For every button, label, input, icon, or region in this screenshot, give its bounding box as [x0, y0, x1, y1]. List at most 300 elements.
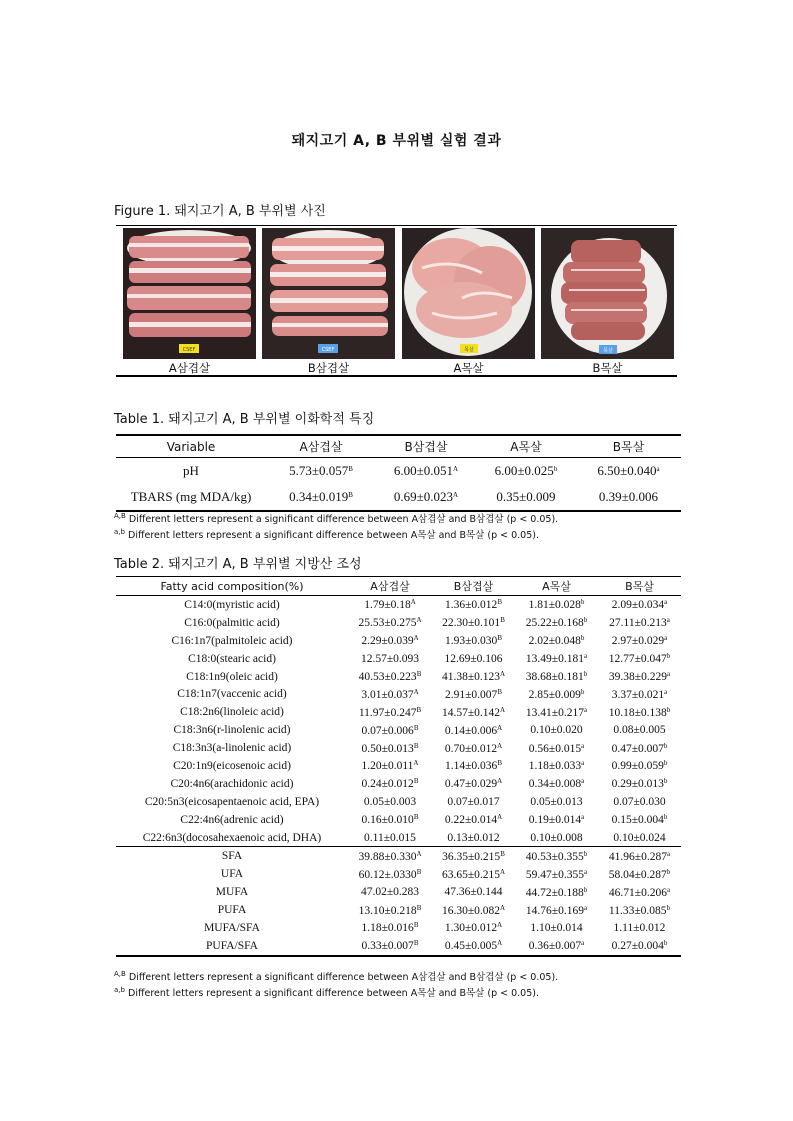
cell-value: 0.13±0.012 [447, 831, 500, 844]
table-cell [432, 596, 515, 614]
cell-value: 0.99±0.059 [611, 760, 664, 773]
photo-b-pork-belly [262, 228, 395, 359]
cell-value: 58.04±0.287 [608, 868, 667, 881]
cell-value: 2.29±0.039 [361, 635, 414, 648]
table2-caption: Table 2. 돼지고기 A, B 부위별 지방산 조성 [114, 557, 362, 572]
cell-value: 0.36±0.007 [528, 940, 582, 953]
cell-value: 0.47±0.029 [444, 778, 498, 791]
table-cell [598, 883, 681, 901]
table-row [116, 865, 681, 883]
table-cell [598, 937, 681, 956]
table-cell [348, 739, 432, 757]
table-cell [348, 919, 432, 937]
significance-letter: A [416, 849, 422, 858]
cell-value: 40.53±0.355 [525, 850, 584, 863]
row-label: C18:2n6(linoleic acid) [180, 706, 284, 719]
cell-value: 0.10±0.020 [530, 724, 583, 737]
table-cell [266, 458, 376, 485]
row-label: SFA [116, 847, 348, 865]
table-cell [515, 937, 598, 956]
table-cell [598, 901, 681, 919]
table-row [116, 847, 681, 865]
cell-value: 0.29±0.013 [611, 778, 664, 791]
table-cell [515, 739, 598, 757]
significance-letter: A [413, 687, 419, 696]
cell-value: 0.33±0.007 [361, 940, 414, 953]
cell-value: 0.10±0.008 [530, 831, 583, 844]
row-label: MUFA [215, 886, 249, 899]
table-cell [515, 685, 598, 703]
table2-notes [114, 968, 558, 1000]
table-row [116, 757, 681, 775]
cell-value: 12.69±0.106 [444, 652, 503, 665]
table-cell [598, 632, 681, 650]
table-cell [432, 937, 515, 956]
table-row [116, 703, 681, 721]
table-cell [515, 632, 598, 650]
table-cell [576, 458, 681, 485]
significance-letter: A [497, 813, 503, 822]
significance-letter: B [497, 598, 502, 607]
table-row [116, 596, 681, 614]
cell-value: 41.38±0.123 [441, 671, 500, 683]
table-cell [598, 847, 681, 865]
significance-letter: b [663, 939, 668, 948]
table-row [116, 484, 681, 511]
cell-value: 0.69±0.023 [393, 489, 454, 504]
significance-letter: b [580, 634, 585, 643]
column-header: A목살 [515, 577, 598, 596]
significance-letter: B [497, 634, 502, 643]
cell-value: 2.85±0.009 [528, 688, 581, 701]
cell-value: 22.30±0.101 [442, 617, 501, 630]
cell-value: 36.35±0.215 [442, 850, 501, 863]
significance-letter: B [413, 813, 419, 822]
cell-value: 3.01±0.037 [361, 688, 414, 701]
cell-value: 0.05±0.013 [530, 795, 583, 808]
row-label: C18:3n3(a-linolenic acid) [172, 742, 292, 755]
table-cell [432, 883, 515, 901]
significance-letter: a [666, 849, 671, 858]
cell-value: 0.14±0.006 [444, 724, 498, 737]
cell-value: 6.00±0.051 [393, 463, 454, 478]
significance-letter: a [583, 652, 588, 661]
cell-value: 39.38±0.229 [608, 671, 667, 683]
table-cell [515, 757, 598, 775]
footnote: $^{A,B}$ Different letters represent a significant difference between A삼겹살 and B삼겹살 (p < 0.05). [114, 512, 559, 525]
cell-value: 46.71±0.206 [608, 886, 667, 899]
column-header: A목살 [476, 435, 576, 458]
row-label: pH [183, 463, 199, 478]
cell-value: 38.68±0.181 [525, 671, 584, 683]
significance-letter: B [416, 670, 422, 678]
significance-letter: a [656, 465, 660, 473]
significance-letter: b [666, 705, 671, 714]
significance-letter: a [583, 903, 588, 912]
significance-letter: b [583, 616, 588, 625]
significance-letter: A [500, 705, 506, 714]
significance-letter: A [497, 921, 503, 930]
table-row [116, 829, 681, 847]
table-row [116, 668, 681, 686]
table-cell [432, 793, 515, 811]
cell-value: 6.00±0.025 [494, 463, 554, 478]
table-cell [432, 919, 515, 937]
figure-top-rule [116, 225, 677, 226]
svg-text:CSEF: CSEF [182, 347, 196, 353]
table-row [116, 614, 681, 632]
table-cell [348, 811, 432, 829]
significance-letter: A [497, 939, 503, 948]
cell-value: 40.53±0.223 [358, 671, 417, 683]
significance-letter: B [416, 867, 422, 876]
significance-letter: A [500, 903, 506, 912]
table-cell [432, 650, 515, 668]
significance-letter: a [664, 687, 668, 696]
row-label: C18:3n6(r-linolenic acid) [173, 724, 291, 737]
table-cell [348, 596, 432, 614]
significance-letter: B [413, 741, 419, 750]
significance-letter: B [413, 921, 419, 930]
figure-caption: Figure 1. 돼지고기 A, B 부위별 사진 [114, 204, 326, 219]
significance-letter: A [500, 670, 506, 678]
cell-value: 13.10±0.218 [358, 904, 417, 917]
table-cell [598, 919, 681, 937]
table-cell [348, 865, 432, 883]
table-row [116, 811, 681, 829]
table-cell [598, 829, 681, 847]
significance-letter: b [580, 598, 585, 607]
row-label: C16:1n7(palmitoleic acid) [171, 634, 293, 647]
table-cell [432, 829, 515, 847]
table-row [116, 458, 681, 485]
cell-value: 2.02±0.048 [528, 635, 581, 648]
cell-value: 0.35±0.009 [496, 489, 556, 504]
significance-letter: A [413, 634, 419, 643]
cell-value: 2.97±0.029 [611, 635, 665, 648]
table-cell [348, 883, 432, 901]
table-cell [515, 614, 598, 632]
significance-letter: a [581, 741, 585, 750]
significance-letter: A [416, 616, 422, 625]
significance-letter: a [581, 939, 585, 948]
cell-value: 0.22±0.014 [444, 814, 498, 827]
table-cell [515, 721, 598, 739]
cell-value: 0.47±0.007 [611, 742, 664, 755]
cell-value: 47.36±0.144 [444, 886, 503, 899]
cell-value: 0.34±0.019 [289, 489, 349, 504]
table-cell [598, 739, 681, 757]
table-cell [515, 793, 598, 811]
table-cell [348, 703, 432, 721]
table-cell [432, 847, 515, 865]
table-cell [432, 757, 515, 775]
photo-label: B목살 [592, 361, 623, 375]
row-label: C16:0(palmitic acid) [184, 616, 280, 629]
table-cell [348, 793, 432, 811]
significance-letter: b [666, 903, 671, 912]
significance-letter: B [348, 465, 353, 473]
table-cell [598, 650, 681, 668]
cell-value: 0.07±0.017 [447, 795, 500, 808]
column-header: Variable [116, 435, 266, 458]
cell-value: 0.34±0.008 [528, 778, 582, 791]
cell-value: 12.57±0.093 [360, 652, 420, 665]
table-cell [598, 811, 681, 829]
cell-value: 1.10±0.014 [530, 921, 583, 934]
significance-letter: A [453, 465, 459, 473]
significance-letter: b [663, 777, 668, 786]
table-1 [116, 434, 681, 512]
row-label: C22:4n6(adrenic acid) [180, 813, 284, 826]
table-cell [432, 614, 515, 632]
table-cell [348, 650, 432, 668]
cell-value: 0.70±0.012 [444, 742, 498, 755]
cell-value: 0.10±0.024 [613, 831, 666, 844]
table-cell [515, 811, 598, 829]
significance-letter: a [666, 885, 671, 894]
significance-letter: b [666, 652, 671, 661]
row-label: PUFA [217, 904, 247, 917]
table-cell [348, 847, 432, 865]
significance-letter: B [497, 759, 502, 768]
row-label: C18:0(stearic acid) [188, 652, 276, 665]
table-cell [476, 484, 576, 511]
table1-notes [114, 510, 558, 542]
table-cell [576, 484, 681, 511]
column-header: B목살 [576, 435, 681, 458]
table-cell [348, 614, 432, 632]
table-cell [598, 775, 681, 793]
row-label: C20:4n6(arachidonic acid) [170, 777, 294, 790]
cell-value: 1.30±0.012 [444, 922, 498, 935]
cell-value: 11.33±0.085 [608, 904, 667, 917]
row-label: C20:5n3(eicosapentaenoic acid, EPA) [144, 795, 320, 808]
svg-text:CSEF: CSEF [321, 347, 335, 353]
table-cell [348, 775, 432, 793]
table-cell [515, 596, 598, 614]
table-cell [598, 614, 681, 632]
significance-letter: a [581, 777, 585, 786]
significance-letter: B [500, 616, 505, 625]
significance-letter: B [416, 705, 422, 714]
footnote: $^{a,b}$ Different letters represent a significant difference between A목살 and B목살 (p < 0.05). [114, 528, 539, 541]
cell-value: 25.53±0.275 [358, 617, 417, 630]
significance-letter: a [583, 867, 588, 876]
table-cell [515, 901, 598, 919]
table-cell [598, 793, 681, 811]
significance-letter: b [553, 465, 558, 473]
table-cell [348, 829, 432, 847]
cell-value: 1.14±0.036 [445, 760, 498, 773]
significance-letter: b [583, 670, 588, 678]
table-cell [432, 668, 515, 686]
column-header: B삼겹살 [432, 577, 515, 596]
cell-value: 1.81±0.028 [528, 599, 581, 612]
table-cell [432, 632, 515, 650]
significance-letter: A [500, 867, 506, 876]
row-label: MUFA/SFA [204, 921, 260, 934]
svg-text:목살: 목살 [464, 347, 474, 353]
table-cell [515, 775, 598, 793]
cell-value: 25.22±0.168 [525, 617, 584, 630]
cell-value: 12.77±0.047 [608, 653, 667, 666]
significance-letter: B [348, 491, 353, 499]
cell-value: 1.36±0.012 [445, 599, 498, 612]
significance-letter: A [497, 723, 503, 732]
table-cell [348, 937, 432, 956]
row-label: C14:0(myristic acid) [184, 598, 280, 611]
cell-value: 14.57±0.142 [441, 706, 500, 719]
figure-bottom-rule [116, 375, 677, 377]
row-label: C18:1n9(oleic acid) [186, 670, 278, 683]
cell-value: 27.11±0.213 [609, 617, 667, 630]
row-label: UFA [220, 868, 244, 881]
cell-value: 44.72±0.188 [525, 886, 584, 899]
significance-letter: B [497, 687, 502, 696]
significance-letter: b [580, 687, 585, 696]
table-cell [515, 668, 598, 686]
footnote: $^{A,B}$ Different letters represent a significant difference between A삼겹살 and B삼겹살 (p < 0.05). [114, 970, 559, 983]
row-label: C20:1n9(eicosenoic acid) [173, 759, 291, 772]
cell-value: 41.96±0.287 [608, 850, 667, 863]
cell-value: 0.07±0.006 [361, 724, 414, 737]
table-cell [598, 703, 681, 721]
table-cell [598, 757, 681, 775]
significance-letter: a [666, 670, 671, 678]
cell-value: 60.12±.0330 [358, 868, 417, 881]
table-cell [515, 650, 598, 668]
cell-value: 1.79±0.18 [364, 599, 411, 612]
row-label: C22:6n3(docosahexaenoic acid, DHA) [142, 831, 322, 844]
table-cell [515, 883, 598, 901]
footnote: $^{a,b}$ Different letters represent a significant difference between A목살 and B목살 (p < 0.05). [114, 986, 539, 999]
significance-letter: a [664, 634, 668, 643]
significance-letter: A [453, 491, 459, 499]
table1-caption: Table 1. 돼지고기 A, B 부위별 이화학적 특징 [114, 412, 375, 427]
significance-letter: a [666, 616, 670, 625]
cell-value: 0.39±0.006 [598, 489, 659, 504]
cell-value: 59.47±0.355 [525, 868, 584, 881]
table-row [116, 919, 681, 937]
significance-letter: a [581, 813, 585, 822]
svg-text:목살: 목살 [603, 348, 613, 354]
significance-letter: B [413, 939, 419, 948]
significance-letter: b [666, 867, 671, 876]
significance-letter: b [663, 741, 668, 750]
cell-value: 14.76±0.169 [525, 904, 584, 917]
significance-letter: a [664, 598, 668, 607]
table-row [116, 937, 681, 956]
table-row [116, 721, 681, 739]
significance-letter: A [497, 741, 503, 750]
table-cell [432, 685, 515, 703]
column-header: A삼겹살 [348, 577, 432, 596]
table-cell [476, 458, 576, 485]
table-cell [598, 721, 681, 739]
photo-a-pork-belly [123, 228, 256, 359]
cell-value: 11.97±0.247 [358, 706, 417, 719]
photo-b-pork-neck [541, 228, 674, 359]
table-cell [348, 685, 432, 703]
significance-letter: A [413, 759, 419, 768]
table-cell [515, 865, 598, 883]
significance-letter: B [413, 777, 419, 786]
cell-value: 6.50±0.040 [597, 463, 657, 478]
cell-value: 1.18±0.016 [361, 922, 414, 935]
table-cell [432, 775, 515, 793]
cell-value: 2.09±0.034 [611, 599, 665, 612]
page-title: 돼지고기 A, B 부위별 실험 결과 [291, 133, 502, 149]
cell-value: 0.19±0.014 [528, 814, 582, 827]
photo-label: A목살 [453, 361, 484, 375]
photo-label: A삼겹살 [168, 361, 211, 375]
row-label: TBARS (mg MDA/kg) [116, 484, 266, 511]
cell-value: 63.65±0.215 [441, 868, 500, 881]
table-cell [266, 484, 376, 511]
table-cell [515, 703, 598, 721]
significance-letter: b [663, 813, 668, 822]
column-header: B삼겹살 [376, 435, 476, 458]
table-cell [348, 632, 432, 650]
cell-value: 0.11±0.015 [364, 831, 416, 844]
cell-value: 0.50±0.013 [361, 742, 414, 755]
significance-letter: A [410, 598, 416, 607]
table-row [116, 901, 681, 919]
significance-letter: A [497, 777, 503, 786]
table-cell [598, 685, 681, 703]
table-cell [515, 829, 598, 847]
table-cell [432, 901, 515, 919]
cell-value: 2.91±0.007 [445, 688, 498, 701]
cell-value: 0.15±0.004 [611, 814, 664, 827]
table-cell [348, 901, 432, 919]
cell-value: 5.73±0.057 [289, 463, 349, 478]
significance-letter: B [500, 849, 505, 858]
cell-value: 0.45±0.005 [444, 940, 498, 953]
table-cell [348, 721, 432, 739]
row-label: PUFA/SFA [116, 937, 348, 956]
column-header: A삼겹살 [266, 435, 376, 458]
cell-value: 0.16±0.010 [361, 814, 414, 827]
table-2 [116, 576, 681, 957]
table-cell [432, 721, 515, 739]
cell-value: 0.08±0.005 [613, 724, 666, 737]
cell-value: 47.02±0.283 [360, 886, 420, 899]
table-cell [515, 847, 598, 865]
table-cell [376, 484, 476, 511]
column-header: Fatty acid composition(%) [116, 577, 348, 596]
table-cell [515, 919, 598, 937]
cell-value: 0.56±0.015 [528, 742, 582, 755]
table-row [116, 685, 681, 703]
significance-letter: B [413, 723, 419, 732]
significance-letter: b [663, 759, 668, 768]
table-row [116, 793, 681, 811]
significance-letter: B [416, 903, 422, 912]
cell-value: 1.93±0.030 [445, 635, 498, 648]
table-cell [432, 739, 515, 757]
table-cell [598, 596, 681, 614]
significance-letter: a [581, 759, 585, 768]
significance-letter: b [583, 849, 588, 858]
table-cell [432, 811, 515, 829]
table-row [116, 775, 681, 793]
cell-value: 39.88±0.330 [358, 850, 417, 863]
cell-value: 13.41±0.217 [525, 706, 584, 719]
table-cell [376, 458, 476, 485]
table-row [116, 650, 681, 668]
